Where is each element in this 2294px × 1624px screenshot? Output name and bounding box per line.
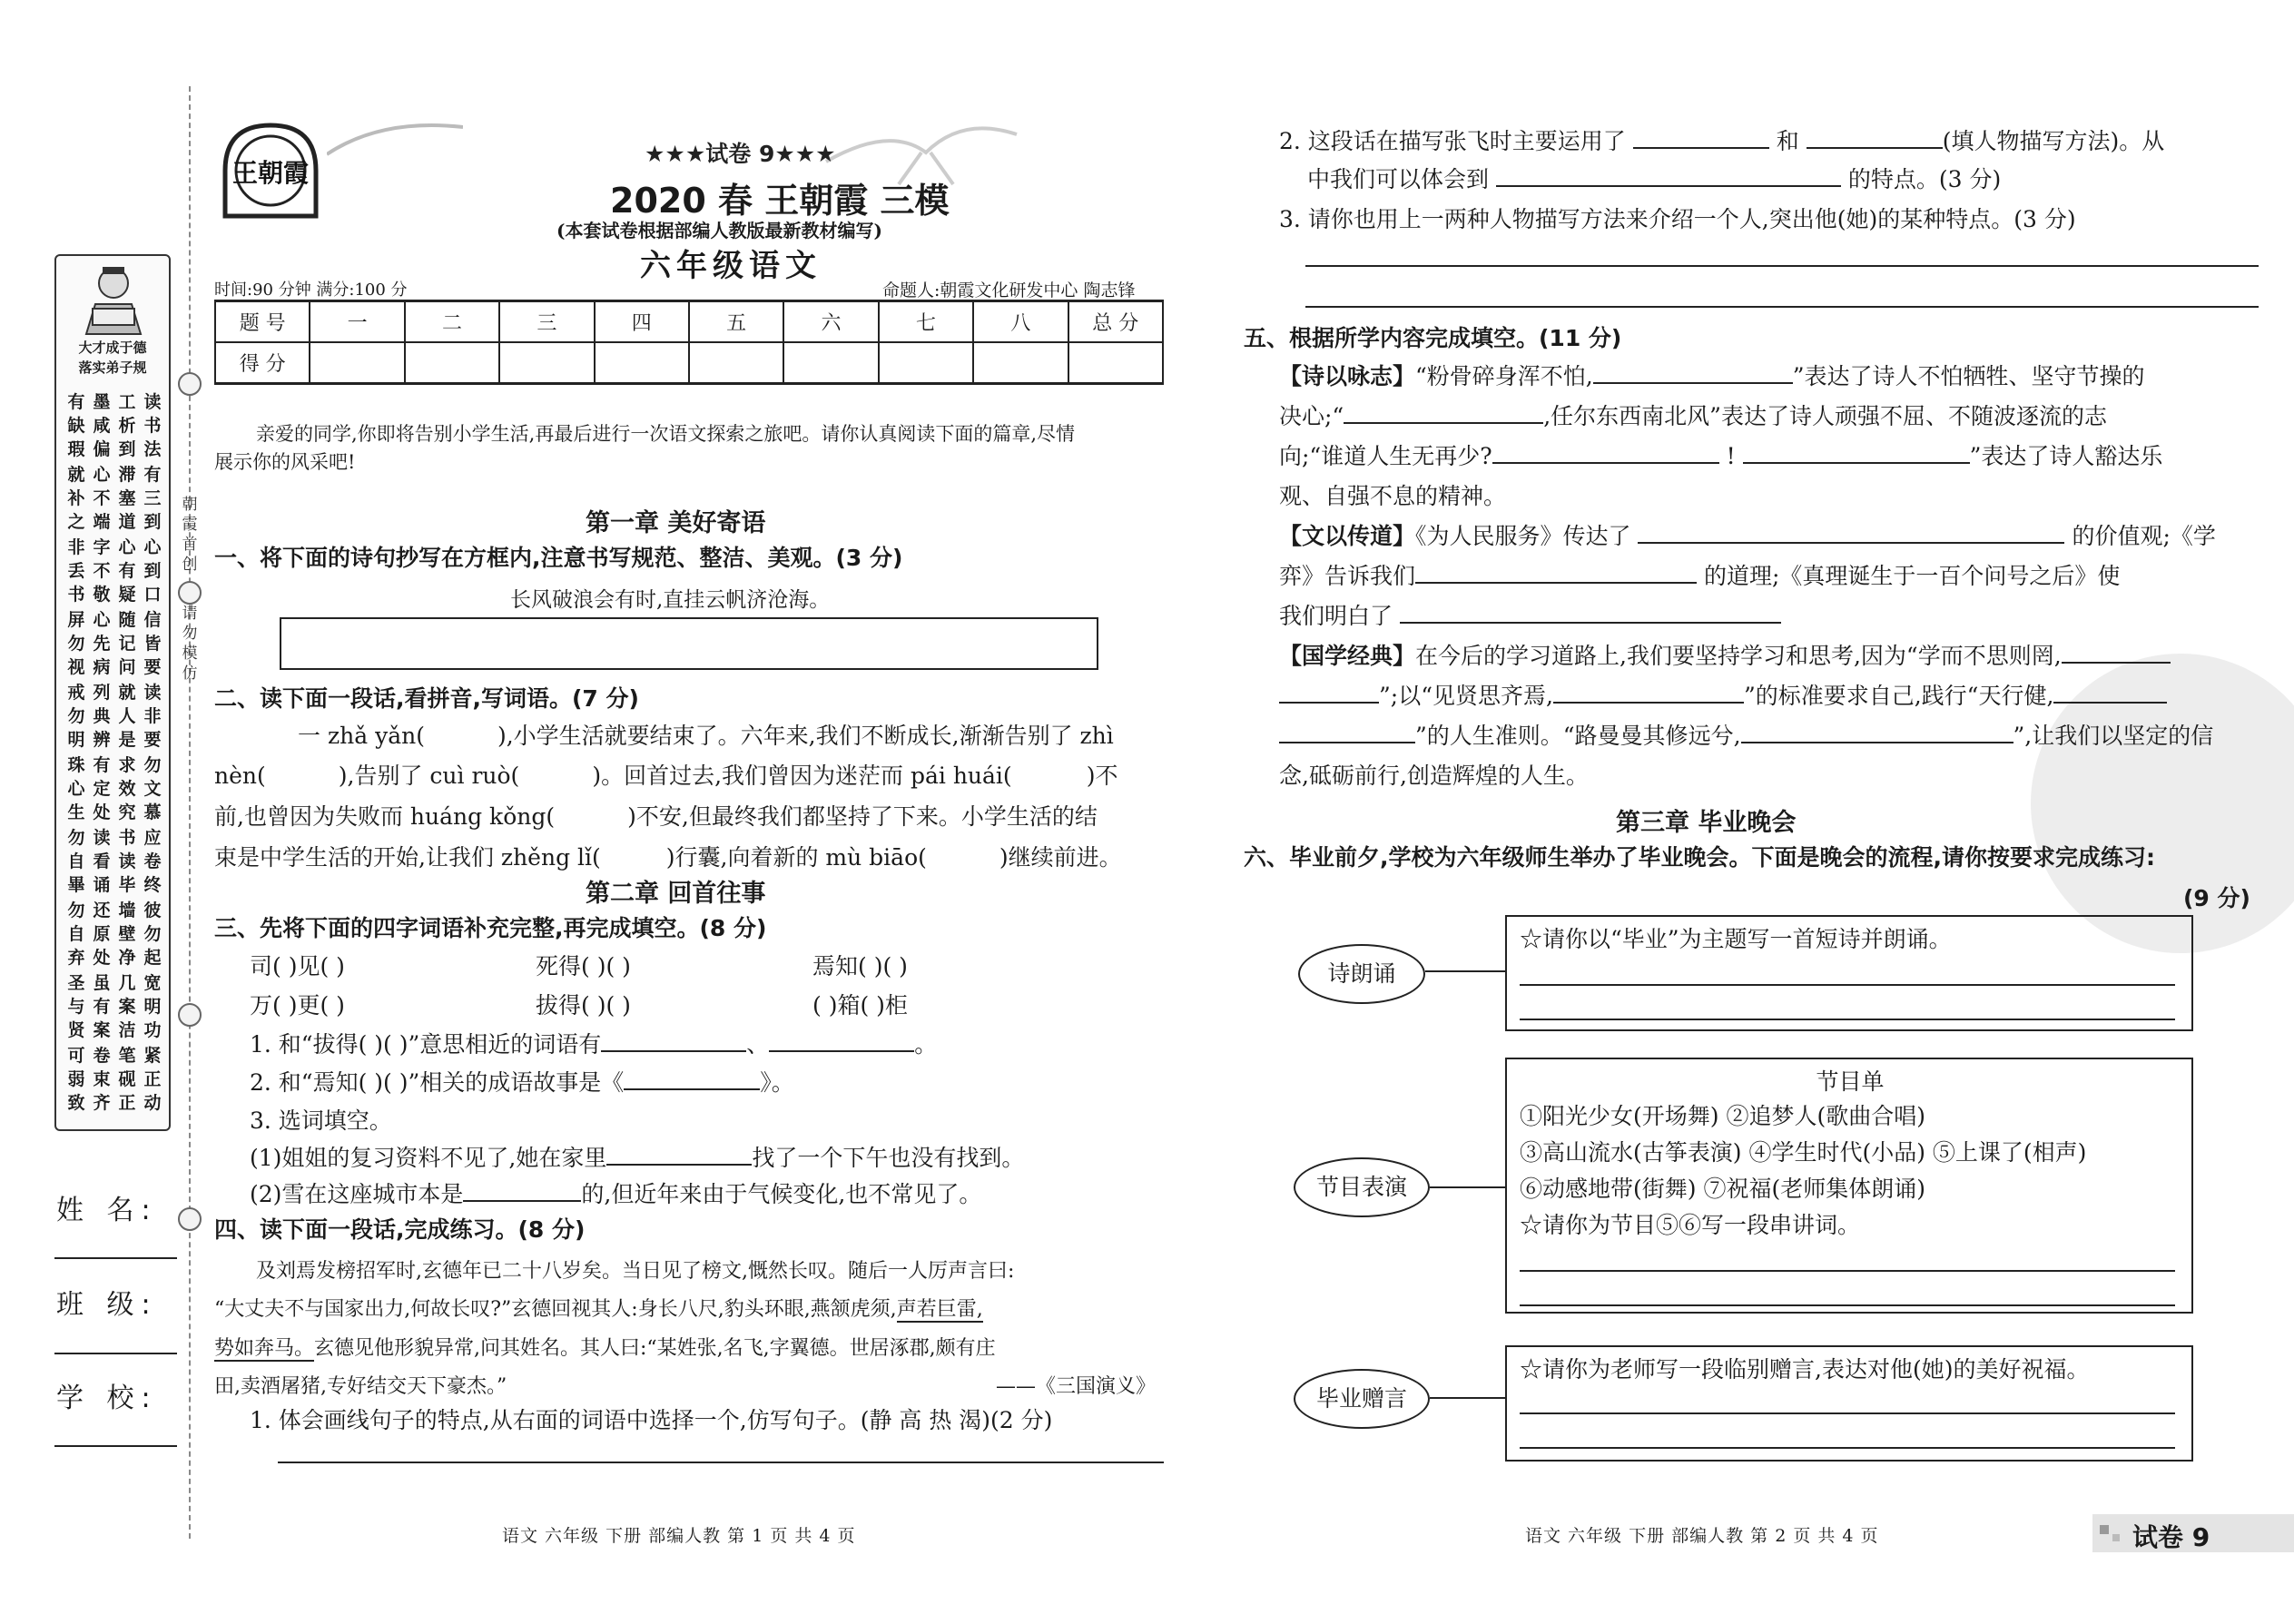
q2-line [298,724,1114,747]
answer-line[interactable] [1520,1270,2175,1272]
score-cell: 得 分 [215,342,310,384]
q3-sub-3: 3. 选词填空。 [250,1107,392,1134]
q4-text: 2. 这段话在描写张飞时主要运用了 [1279,128,1626,154]
motto-column: 卷 束 齐 [93,1046,111,1113]
score-header-cell: 七 [879,301,973,343]
q5-text: ”表达了诗人豁达乐 [1969,443,2163,469]
answer-blank[interactable] [1279,702,1379,704]
name-field[interactable] [54,1257,177,1259]
score-header-cell: 题 号 [215,301,310,343]
poem-task: ☆请你以“毕业”为主题写一首短诗并朗诵。 [1520,926,1952,952]
question-5-title: 五、根据所学内容完成填空。(11 分) [1244,325,1622,351]
motto-column: 就 补 之 [67,465,85,532]
question-2-title: 二、读下面一段话,看拼音,写词语。(7 分) [214,685,639,712]
seal-mark [178,1003,202,1027]
motto-strip [54,254,171,1131]
motto-column: 心 到 口 [143,537,162,605]
answer-line[interactable] [1520,1304,2175,1306]
exam-subtitle: (本套试卷根据部编人教版最新教材编写) [556,220,882,241]
program-title: 节目单 [1816,1068,1885,1095]
intro-text: 展示你的风采吧! [214,451,356,473]
q3-sub-1 [250,1033,937,1056]
motto-column: 彼 勿 起 [143,901,162,968]
motto-column: 圣 与 贤 [67,973,85,1040]
passage-source: ——《三国演义》 [996,1375,1157,1398]
poem-box [1505,915,2193,1031]
idiom-blank[interactable]: 焉知( )( ) [812,953,908,979]
motto-column: 字 不 敬 [93,537,111,605]
q4-sub-3: 3. 请你也用上一两种人物描写方法来介绍一个人,突出他(她)的某种特点。(3 分) [1279,206,2076,232]
score-cell[interactable] [973,342,1068,384]
subject-title: 六年级语文 [640,248,822,284]
score-cell[interactable] [1068,342,1163,384]
class-label: 班 级: [56,1289,158,1321]
q2-text: )不 [1086,763,1118,789]
motto-column: 有 定 处 [93,755,111,822]
poem-line: 长风破浪会有时,直挂云帆济沧海。 [510,588,831,612]
q5-line [1279,525,2216,547]
q5-text: ”;以“见贤思齐焉, [1379,683,1553,709]
q5-tag: 【国学经典】 [1279,643,1416,669]
passage-text [214,1333,996,1361]
exam-time: 时间:90 分钟 满分:100 分 [214,281,408,300]
answer-blank[interactable] [2062,662,2171,664]
class-field[interactable] [54,1353,177,1354]
q3-text: 找了一个下午也没有找到。 [752,1145,1025,1171]
page-footer: 语文 六年级 下册 部编人教 第 1 页 共 4 页 [502,1526,856,1546]
fold-text: 朝霞首创 [182,496,198,574]
q2-text: nèn( [214,763,266,789]
score-header-cell: 三 [499,301,594,343]
score-table [214,300,1164,385]
score-header-cell: 五 [689,301,783,343]
seal-mark [178,372,202,396]
motto-column: 墙 壁 净 [118,901,136,968]
exam-author: 命题人:朝霞文化研发中心 陶志锋 [882,281,1136,300]
motto-column: 勿 自 弃 [67,901,85,968]
q5-text: ”表达了诗人不怕牺牲、坚守节操的 [1792,363,2145,389]
chapter-2-title: 第二章 回首往事 [586,880,766,908]
q2-text: )。回首过去,我们曾因为迷茫而 pái huái( [592,763,1012,789]
question-1-title: 一、将下面的诗句抄写在方框内,注意书写规范、整洁、美观。(3 分) [214,545,903,571]
motto-column: 还 原 处 [93,901,111,968]
motto-column: 心 不 端 [93,465,111,532]
chapter-1-title: 第一章 美好寄语 [586,509,766,537]
scholar-icon [73,263,154,336]
q5-text: 我们明白了 [1279,603,1393,629]
answer-blank[interactable] [1807,147,1943,149]
intro-text: 亲爱的同学,你即将告别小学生活,再最后进行一次语文探索之旅吧。请你认真阅读下面的篇章,尽情 [256,423,1076,445]
idiom-blank[interactable]: 司( )见( ) [250,953,345,979]
motto-column: 虽 有 案 [93,973,111,1040]
answer-blank[interactable] [1492,462,1719,464]
q3-text: (1)姐姐的复习资料不见了,她在家里 [250,1145,607,1171]
q5-line [1279,605,1781,627]
q3-text: 。 [914,1031,938,1058]
score-cell[interactable] [783,342,878,384]
motto-column: 几 案 洁 [118,973,136,1040]
answer-blank[interactable] [1400,622,1781,624]
idiom-blank[interactable]: 拔得( )( ) [536,992,631,1019]
passage-text: 田,卖酒屠猪,专好结交天下豪杰。” [214,1375,507,1398]
q2-text: 束是中学生活的开始,让我们 zhěng lǐ( [214,844,601,871]
motto-column: 勿 文 慕 [143,755,162,822]
program-oval-poem: 诗朗诵 [1298,944,1425,1004]
score-header-cell: 六 [783,301,878,343]
score-cell[interactable] [310,342,404,384]
answer-line[interactable] [278,1462,1164,1463]
brand-logo [207,116,334,225]
motto-column: 勿 自 畢 [67,828,85,895]
connector [1425,962,1507,980]
passage-text: 及刘焉发榜招军时,玄德年已二十八岁矣。当日见了榜文,慨然长叹。随后一人厉声言曰: [256,1260,1015,1283]
motto-column: 读 看 诵 [93,828,111,895]
q5-line [1279,724,2213,747]
q2-text: ),告别了 cuì ruò( [338,763,520,789]
school-field[interactable] [54,1445,177,1447]
farewell-box [1505,1345,2193,1462]
q4-sub-2 [1279,130,2164,153]
passage-span: “大丈夫不与国家出力,何故长叹?”玄德回视其人:身长八尺,豹头环眼,燕颔虎须, [214,1298,897,1321]
q5-line: 念,砥砺前行,创造辉煌的人生。 [1279,763,1589,789]
motto-column: 珠 心 生 [67,755,85,822]
q5-line [1279,365,2145,388]
score-header-cell: 一 [310,301,404,343]
answer-blank[interactable] [1633,147,1769,149]
motto-column: 宽 明 功 [143,973,162,1040]
motto-column: 屏 勿 视 [67,610,85,677]
copy-box[interactable] [280,617,1098,670]
answer-line[interactable] [1305,265,2259,267]
q5-text: ! [1726,443,1736,469]
q5-text: 的价值观;《学 [2072,523,2216,549]
q5-tag: 【文以传道】 [1279,523,1416,549]
score-cell[interactable] [499,342,594,384]
idiom-blank[interactable]: 死得( )( ) [536,953,631,979]
score-value-row [215,342,1163,384]
q5-text: 在今后的学习道路上,我们要坚持学习和思考,因为“学而不思则罔, [1415,643,2062,669]
q5-text: 《为人民服务》传达了 [1415,523,1631,549]
motto-column: 笔 砚 正 [118,1046,136,1113]
answer-blank[interactable] [1279,742,1415,743]
score-header-cell: 二 [405,301,499,343]
q5-text: “粉骨碎身浑不怕, [1415,363,1593,389]
q5-text: 的道理;《真理诞生于一百个问号之后》使 [1703,563,2121,589]
score-header-row [215,301,1163,343]
page-footer: 语文 六年级 下册 部编人教 第 2 页 共 4 页 [1525,1526,1879,1546]
q5-text: 向;“谁道人生无再少? [1279,443,1492,469]
program-oval-farewell: 毕业赠言 [1294,1369,1430,1429]
motto-column: 滞 塞 道 [118,465,136,532]
q3-sub-3-1 [250,1147,1024,1169]
fold-text: 请勿模仿 [182,605,198,683]
answer-blank[interactable] [601,1050,746,1052]
q5-text: ”,让我们以坚定的信 [2013,723,2214,749]
motto-column: 书 读 毕 [118,828,136,895]
answer-line[interactable] [1520,1447,2175,1449]
svg-text:王朝霞: 王朝霞 [231,158,310,188]
exam-badge: ★★★试卷 9★★★ [645,141,836,167]
q4-text: 中我们可以体会到 [1307,166,1490,192]
q3-text: 、 [746,1031,770,1058]
q2-text: )行囊,向着新的 mù biāo( [665,844,927,871]
motto-column: 可 弱 致 [67,1046,85,1113]
motto-column: 求 效 究 [118,755,136,822]
motto-column: 随 记 问 [118,610,136,677]
q3-text: 》。 [760,1069,794,1096]
answer-blank[interactable] [624,1088,760,1090]
passage-span: 玄德见他形貌异常,问其姓名。其人曰:“某姓张,名飞,字翼德。世居涿郡,颇有庄 [314,1337,996,1360]
exam-title: 2020 春 王朝霞 三模 [610,181,950,221]
q3-text: 的,但近年来由于气候变化,也不常见了。 [581,1181,982,1207]
motto-column: 工 析 到 [118,392,136,459]
q5-text: ”的标准要求自己,践行“天行健, [1743,683,2054,709]
q2-line [214,846,1122,869]
q5-line: 观、自强不息的精神。 [1279,483,1507,509]
motto-column: 心 有 疑 [118,537,136,605]
q5-text: 弈》告诉我们 [1279,563,1416,589]
motto-column: 紧 正 动 [143,1046,162,1113]
motto-columns [64,390,165,1117]
q2-text: ),小学生活就要结束了。六年来,我们不断成长,渐渐告别了 zhì [497,723,1114,749]
q5-text: ”的人生准则。“路曼曼其修远兮, [1415,723,1741,749]
q4-text: 和 [1776,128,1799,154]
q3-text: (2)雪在这座城市本是 [250,1181,464,1207]
school-label: 学 校: [56,1383,158,1414]
answer-blank[interactable] [1496,185,1841,187]
program-task: ☆请你为节目⑤⑥写一段串讲词。 [1520,1212,1861,1238]
q4-sub-2 [1307,168,2001,191]
motto-column: 戒 勿 明 [67,683,85,750]
score-cell[interactable] [405,342,499,384]
motto-bottom: 落实弟子规 [78,359,147,376]
farewell-task: ☆请你为老师写一段临别赠言,表达对他(她)的美好祝福。 [1520,1356,2090,1383]
answer-line[interactable] [1305,306,2259,308]
exam-tag [2092,1514,2294,1552]
q3-text: 1. 和“拔得( )( )”意思相近的词语有 [250,1031,602,1058]
answer-blank[interactable] [1638,542,2064,544]
passage-text [214,1294,983,1322]
score-header-cell: 八 [973,301,1068,343]
q5-line [1279,645,2171,667]
motto-column: 有 三 到 [143,465,162,532]
question-6-title: 六、毕业前夕,学校为六年级师生举办了毕业晚会。下面是晚会的流程,请你按要求完成练习: [1244,844,2155,871]
answer-line[interactable] [1520,1019,2175,1020]
exam-tag-label: 试卷 9 [2132,1522,2210,1552]
motto-column: 列 典 辨 [93,683,111,750]
motto-column: 读 非 要 [143,683,162,750]
score-header-cell: 四 [595,301,689,343]
score-cell[interactable] [689,342,783,384]
program-item-row: ①阳光少女(开场舞) ②追梦人(歌曲合唱) [1520,1103,1925,1129]
question-3-title: 三、先将下面的四字词语补充完整,再完成填空。(8 分) [214,915,767,941]
answer-blank[interactable] [769,1050,914,1052]
answer-blank[interactable] [2053,702,2167,704]
answer-blank[interactable] [1593,382,1793,384]
score-header-cell: 总 分 [1068,301,1163,343]
motto-column: 墨 咸 偏 [93,392,111,459]
q5-line [1279,405,2107,428]
chapter-3-title: 第三章 毕业晚会 [1616,809,1797,837]
underlined-sentence: 势如奔马。 [214,1337,315,1360]
q2-text: 一 zhǎ yǎn( [298,723,425,749]
q2-text: 前,也曾因为失败而 huáng kǒng( [214,803,556,830]
binding-line [189,86,191,1539]
answer-blank[interactable] [1553,702,1744,704]
motto-top: 大才成于德 [78,340,147,356]
q5-tag: 【诗以咏志】 [1279,363,1416,389]
q5-text: ,任尔东西南北风”表达了诗人顽强不屈、不随波逐流的志 [1543,403,2107,429]
ribbon-decoration [327,118,463,172]
connector [1430,1389,1507,1407]
answer-blank[interactable] [1743,462,1970,464]
question-6-score: (9 分) [2183,885,2250,911]
q4-text: (填人物描写方法)。从 [1942,128,2165,154]
q2-text: )继续前进。 [999,844,1122,871]
motto-column: 就 人 是 [118,683,136,750]
answer-blank[interactable] [463,1200,581,1202]
program-item-row: ⑥动感地带(街舞) ⑦祝福(老师集体朗诵) [1520,1176,1925,1202]
idiom-blank[interactable]: 万( )更( ) [250,992,345,1019]
q5-text: 决心;“ [1279,403,1344,429]
q3-sub-2 [250,1071,794,1094]
motto-column: 读 书 法 [143,392,162,459]
idiom-blank[interactable]: ( )箱( )柜 [812,992,908,1019]
answer-blank[interactable] [1741,742,2013,743]
program-item-row: ③高山流水(古筝表演) ④学生时代(小品) ⑤上课了(相声) [1520,1139,2087,1166]
q3-sub-3-2 [250,1183,981,1206]
name-label: 姓 名: [56,1195,158,1226]
motto-column: 非 丢 书 [67,537,85,605]
q2-line [214,805,1098,828]
motto-column: 有 缺 瑕 [67,392,85,459]
q2-text: )不安,但最终我们都坚持了下来。小学生活的结 [627,803,1098,830]
q5-line [1279,684,2167,707]
answer-blank[interactable] [606,1164,752,1166]
question-4-title: 四、读下面一段话,完成练习。(8 分) [214,1216,586,1243]
answer-line[interactable] [1520,984,2175,986]
motto-column: 心 先 病 [93,610,111,677]
program-box [1505,1058,2193,1314]
connector [1430,1178,1507,1196]
q3-text: 2. 和“焉知( )( )”相关的成语故事是《 [250,1069,625,1096]
answer-blank[interactable] [1344,422,1543,424]
tag-square [2112,1534,2120,1541]
score-cell[interactable] [879,342,973,384]
q5-line [1279,565,2120,587]
seal-mark [178,1207,202,1231]
motto-column: 应 卷 终 [143,828,162,895]
q4-text: 的特点。(3 分) [1847,166,2002,192]
seal-mark [178,581,202,605]
q4-sub-1: 1. 体会画线句子的特点,从右面的词语中选择一个,仿写句子。(静 高 热 渴)(2 分) [250,1407,1053,1433]
answer-line[interactable] [1520,1412,2175,1414]
q5-line [1279,445,2162,468]
motto-column: 信 皆 要 [143,610,162,677]
score-cell[interactable] [595,342,689,384]
q2-line [214,764,1117,787]
program-oval-show: 节目表演 [1294,1157,1430,1217]
underlined-sentence: 声若巨雷, [896,1298,983,1321]
answer-blank[interactable] [1415,582,1697,584]
tag-square [2100,1525,2109,1534]
